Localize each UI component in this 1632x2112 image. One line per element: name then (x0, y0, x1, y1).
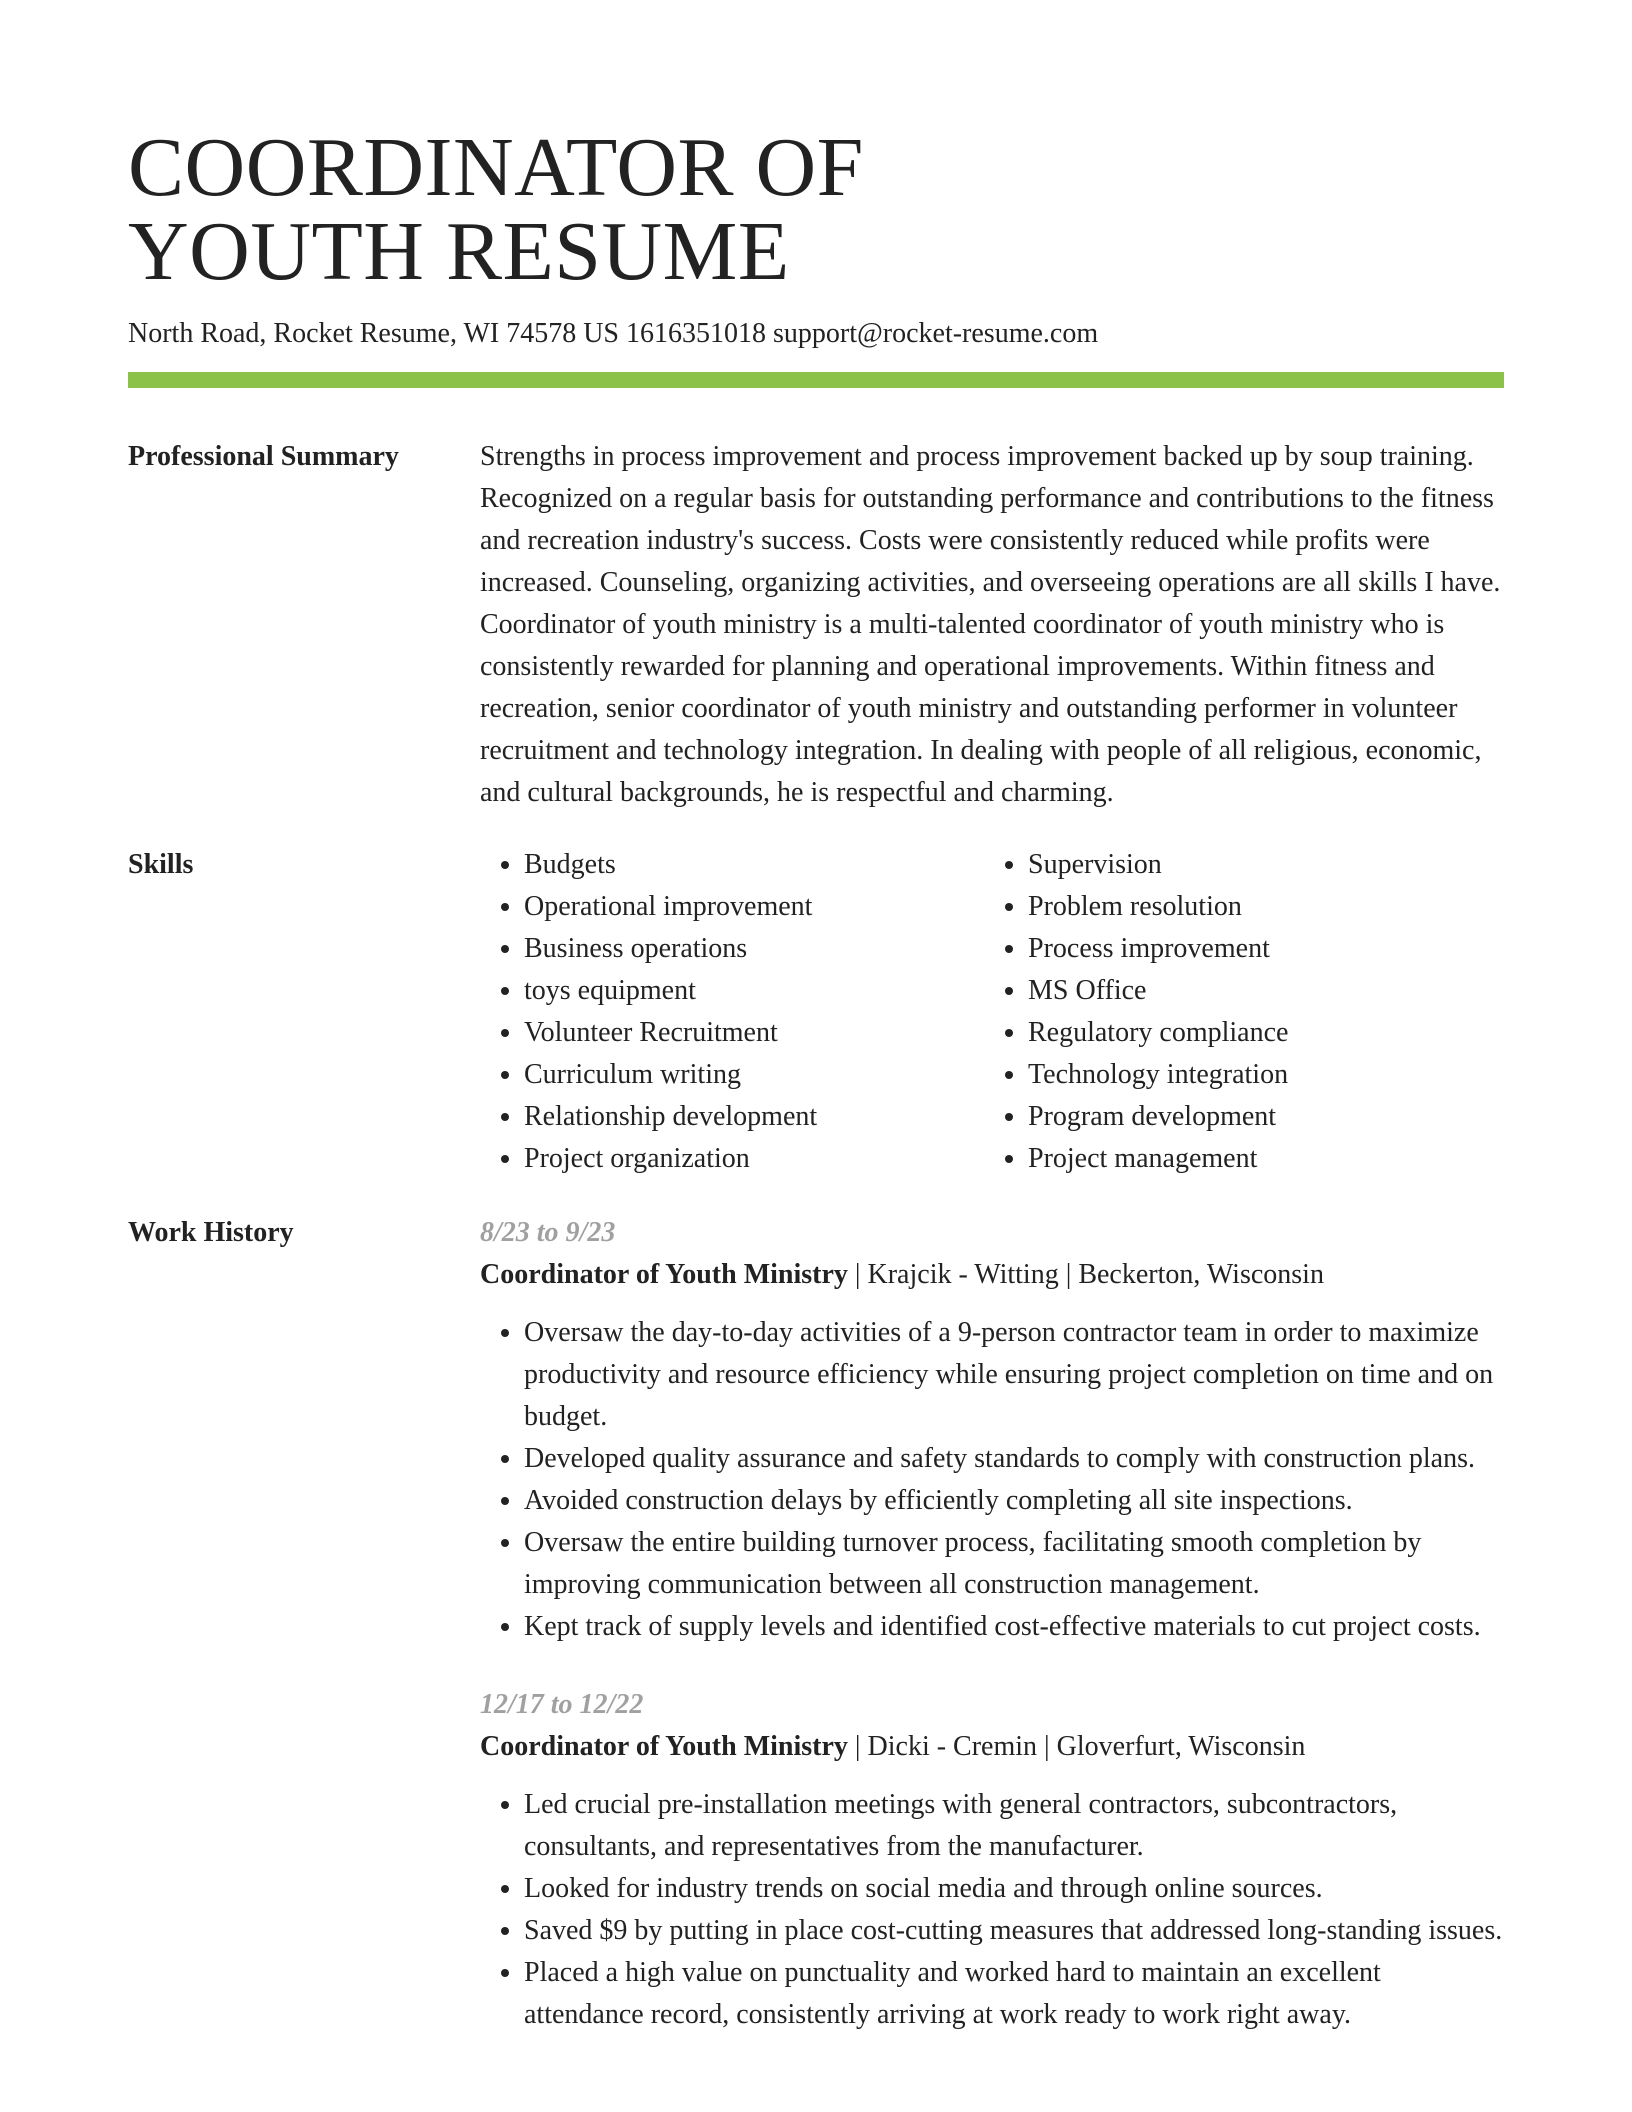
skill-item: • Problem resolution (1028, 886, 1488, 928)
job-bullets (480, 1312, 1504, 1648)
skill-item: • Regulatory compliance (1028, 1012, 1488, 1054)
section-label-professional-summary: Professional Summary (128, 441, 399, 472)
job-bullet: • Oversaw the entire building turnover process, facilitating smooth completion by improving communication between all construction management. (524, 1522, 1504, 1606)
section-body-professional-summary (480, 436, 1504, 814)
job-dates: 8/23 to 9/23 (480, 1217, 616, 1248)
skills-list-right (984, 844, 1488, 1180)
skill-item: • MS Office (1028, 970, 1488, 1012)
skill-item: • Project management (1028, 1138, 1488, 1180)
skills-section (128, 844, 1504, 1180)
skill-item: • Relationship development (524, 1096, 984, 1138)
skill-item: • Technology integration (1028, 1054, 1488, 1096)
resume-title-line-2: YOUTH RESUME (128, 205, 790, 298)
section-label-skills: Skills (128, 849, 194, 880)
job-dates: 12/17 to 12/22 (480, 1689, 644, 1720)
skill-item: • Operational improvement (524, 886, 984, 928)
job-entry (480, 1684, 1504, 2036)
skill-item: • Budgets (524, 844, 984, 886)
header-divider (128, 372, 1504, 388)
skill-item: • Curriculum writing (524, 1054, 984, 1096)
skill-item: • Program development (1028, 1096, 1488, 1138)
job-company-location: | Dicki - Cremin | Gloverfurt, Wisconsin (847, 1731, 1306, 1762)
skill-item: • Volunteer Recruitment (524, 1012, 984, 1054)
job-bullet: • Saved $9 by putting in place cost-cutting measures that addressed long-standing issues. (524, 1910, 1504, 1952)
job-bullet: • Placed a high value on punctuality and worked hard to maintain an excellent attendance record, consistently arriving at work ready to work right away. (524, 1952, 1504, 2036)
job-bullet: • Developed quality assurance and safety standards to comply with construction plans. (524, 1438, 1504, 1480)
job-heading (480, 1726, 1504, 1768)
job-bullet: • Kept track of supply levels and identified cost-effective materials to cut project costs. (524, 1606, 1504, 1648)
job-company-location: | Krajcik - Witting | Beckerton, Wisconsin (847, 1259, 1324, 1290)
skill-item: • Project organization (524, 1138, 984, 1180)
professional-summary-section (128, 436, 1504, 814)
job-bullet: • Led crucial pre-installation meetings with general contractors, subcontractors, consultants, and representatives from the manufacturer. (524, 1784, 1504, 1868)
job-bullet: • Avoided construction delays by efficiently completing all site inspections. (524, 1480, 1504, 1522)
skill-item: • Process improvement (1028, 928, 1488, 970)
skill-item: • Business operations (524, 928, 984, 970)
job-bullet: • Oversaw the day-to-day activities of a 9-person contractor team in order to maximize productivity and resource efficiency while ensuring project completion on time and on budget. (524, 1312, 1504, 1438)
section-label-work-history: Work History (128, 1217, 294, 1248)
skills-columns (480, 844, 1504, 1180)
job-entry (480, 1212, 1504, 1648)
resume-page (128, 0, 1504, 2072)
skills-list-left (480, 844, 984, 1180)
job-bullet: • Looked for industry trends on social media and through online sources. (524, 1868, 1504, 1910)
job-title: Coordinator of Youth Ministry (480, 1731, 848, 1762)
job-bullets (480, 1784, 1504, 2036)
work-history-section (128, 1212, 1504, 2072)
skill-item: • toys equipment (524, 970, 984, 1012)
job-title: Coordinator of Youth Ministry (480, 1259, 848, 1290)
section-body-skills (480, 844, 1504, 1180)
section-body-work-history (480, 1212, 1504, 2072)
summary-text: Strengths in process improvement and process improvement backed up by soup training. Recognized on a regular basis for outstanding performance and contributions to the fitness and recreation industry's success. Costs were consistently reduced while profits were increased. Counseling, organizing activities, and overseeing operations are all skills I have. Coordinator of youth ministry is a multi-talented coordinator of youth ministry who is consistently rewarded for planning and operational improvements. Within fitness and recreation, senior coordinator of youth ministry and outstanding performer in volunteer recruitment and technology integration. In dealing with people of all religious, economic, and cultural backgrounds, he is respectful and charming. (480, 441, 1501, 808)
resume-title (128, 121, 1504, 298)
skill-item: • Supervision (1028, 844, 1488, 886)
job-heading (480, 1254, 1504, 1296)
contact-info: North Road, Rocket Resume, WI 74578 US 1616351018 support@rocket-resume.com (128, 318, 1099, 349)
resume-title-line-1: COORDINATOR OF (128, 121, 864, 214)
